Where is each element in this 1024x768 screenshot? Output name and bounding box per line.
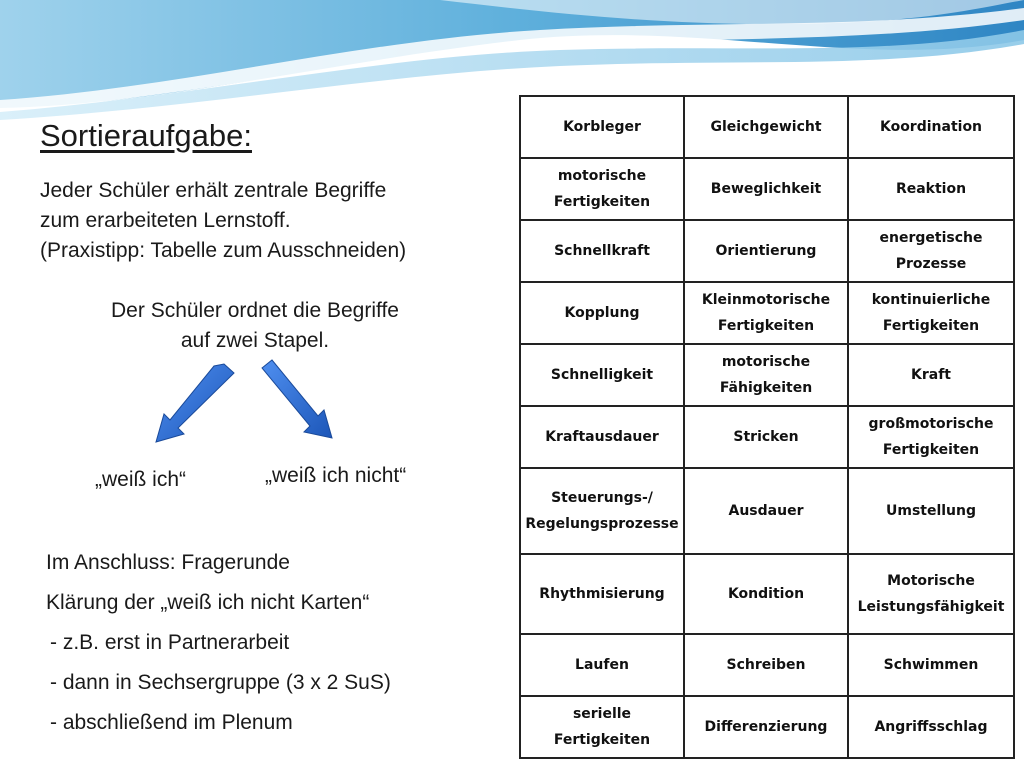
table-row [520,468,1014,554]
followup-bullet: - abschließend im Plenum [50,711,293,734]
instruction-line: auf zwei Stapel. [180,329,330,352]
term-cell: Beweglichkeit [684,158,848,220]
term-cell: Orientierung [684,220,848,282]
term-cell: Gleichgewicht [684,96,848,158]
term-cell: Schreiben [684,634,848,696]
arrow-left-icon [156,364,234,442]
term-cell: Koordination [848,96,1014,158]
term-cell: Reaktion [848,158,1014,220]
term-cell: Kraftausdauer [520,406,684,468]
term-cell: Ausdauer [684,468,848,554]
intro-line: zum erarbeiteten Lernstoff. [40,209,291,232]
term-cell: serielle Fertigkeiten [520,696,684,758]
table-row [520,406,1014,468]
table-row [520,634,1014,696]
followup-bullet: - z.B. erst in Partnerarbeit [50,631,290,654]
term-cell: kontinuierliche Fertigkeiten [848,282,1014,344]
intro-text [40,176,510,266]
table-row [520,282,1014,344]
followup-line: Im Anschluss: Fragerunde [46,551,290,574]
term-cell: Korbleger [520,96,684,158]
table-row [520,96,1014,158]
followup-line: Klärung der „weiß ich nicht Karten“ [46,591,370,614]
term-cell: Kondition [684,554,848,634]
table-row [520,220,1014,282]
term-cell: motorische Fähigkeiten [684,344,848,406]
followup-bullet: - dann in Sechsergruppe (3 x 2 SuS) [50,671,391,694]
term-cell: energetische Prozesse [848,220,1014,282]
term-cell: Schnellkraft [520,220,684,282]
term-cell: Rhythmisierung [520,554,684,634]
term-cell: Kleinmotorische Fertigkeiten [684,282,848,344]
term-cell: großmotorische Fertigkeiten [848,406,1014,468]
split-arrows [150,358,350,458]
table-row [520,344,1014,406]
term-cell: Laufen [520,634,684,696]
term-cell: Schnelligkeit [520,344,684,406]
stack-label-known: „weiß ich“ [95,468,187,491]
term-cell: Steuerungs-/ Regelungsprozesse [520,468,684,554]
term-cell: Kraft [848,344,1014,406]
instruction-line: Der Schüler ordnet die Begriffe [111,299,399,322]
term-cell: Umstellung [848,468,1014,554]
table-row [520,554,1014,634]
followup-text [46,546,516,746]
terms-table [519,95,1015,759]
arrow-right-icon [262,360,332,438]
sorting-instruction [40,296,470,356]
table-row [520,696,1014,758]
term-cell: Angriffsschlag [848,696,1014,758]
stack-label-unknown: „weiß ich nicht“ [265,464,407,487]
term-cell: Differenzierung [684,696,848,758]
term-cell: Schwimmen [848,634,1014,696]
intro-line: (Praxistipp: Tabelle zum Ausschneiden) [40,239,407,262]
term-cell: Motorische Leistungsfähigkeit [848,554,1014,634]
intro-line: Jeder Schüler erhält zentrale Begriffe [40,179,387,202]
slide-title: Sortieraufgabe: [40,118,252,153]
term-cell: Stricken [684,406,848,468]
term-cell: Kopplung [520,282,684,344]
term-cell: motorische Fertigkeiten [520,158,684,220]
table-row [520,158,1014,220]
